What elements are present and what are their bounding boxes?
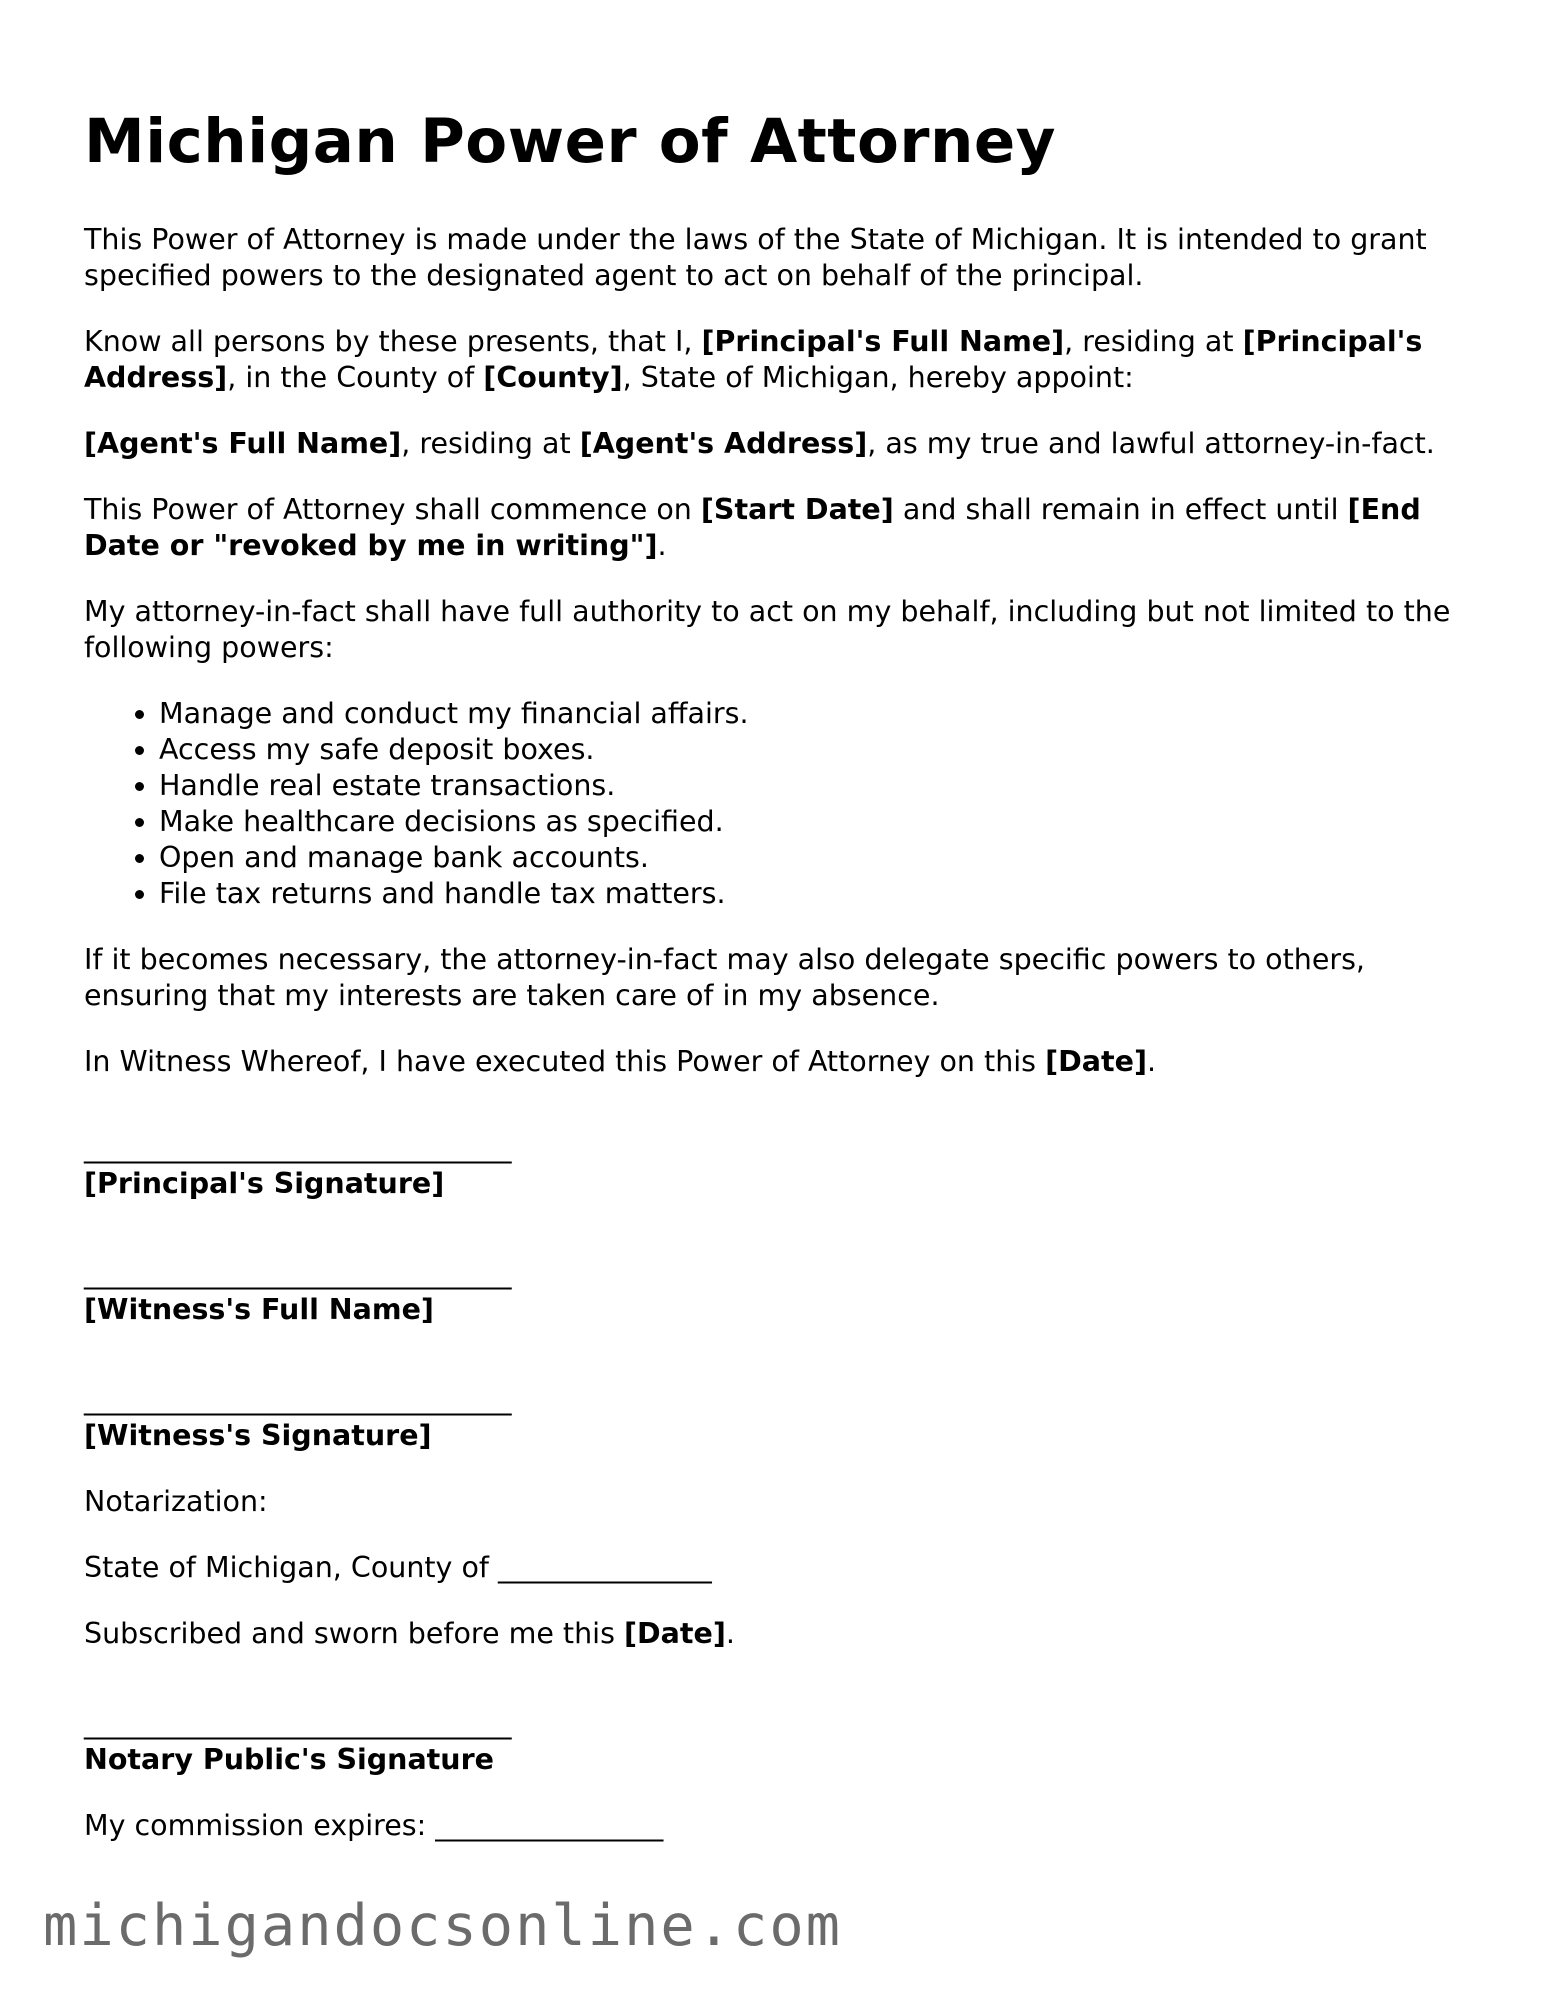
list-item: • Handle real estate transactions. [159,768,1464,804]
agent-text-2: , as my true and lawful attorney-in-fact. [867,427,1435,460]
agent-name-placeholder: [Agent's Full Name] [84,427,402,460]
witness-name-label: [Witness's Full Name] [84,1293,434,1326]
witness-clause-text-2: . [1147,1045,1157,1078]
notary-signature-label: Notary Public's Signature [84,1743,494,1776]
witness-signature-block [84,1382,1464,1454]
powers-list [84,696,1464,912]
list-item: • File tax returns and handle tax matters. [159,876,1464,912]
agent-address-placeholder: [Agent's Address] [579,427,868,460]
notary-state-county: State of Michigan, County of _______________ [84,1551,712,1584]
notary-sworn-statement [84,1616,1464,1652]
document-title: Michigan Power of Attorney [84,106,1057,177]
execution-date-placeholder: [Date] [1045,1045,1147,1078]
list-item: • Manage and conduct my financial affairs. [159,696,1464,732]
agent-text-1: , residing at [401,427,580,460]
notary-signature-block [84,1706,1464,1778]
term-text-1: This Power of Attorney shall commence on [84,493,701,526]
start-date-placeholder: [Start Date] [700,493,894,526]
delegate-paragraph: If it becomes necessary, the attorney-in-fact may also delegate specific powers to others, ensuring that my interests are taken care of in my absence. [84,943,1365,1012]
principal-signature-label: [Principal's Signature] [84,1167,445,1200]
appoint-text-4: , State of Michigan, hereby appoint: [622,361,1134,394]
term-text-2: and shall remain in effect until [893,493,1348,526]
site-watermark: michigandocsonline.com [43,1893,842,1959]
authority-paragraph: My attorney-in-fact shall have full authority to act on my behalf, including but not limited to the following powers: [84,595,1451,664]
list-item: • Make healthcare decisions as specified. [159,804,1464,840]
county-placeholder: [County] [483,361,623,394]
witness-signature-line[interactable]: ______________________________ [84,1383,512,1416]
appoint-text-1: Know all persons by these presents, that I, [84,325,702,358]
principal-signature-line[interactable]: ______________________________ [84,1131,512,1164]
sworn-date-placeholder: [Date] [623,1617,726,1650]
list-item: • Open and manage bank accounts. [159,840,1464,876]
appointment-paragraph [84,324,1464,396]
term-paragraph [84,492,1464,564]
commission-expires: My commission expires: ________________ [84,1809,664,1842]
notary-signature-line[interactable]: ______________________________ [84,1707,512,1740]
witness-name-block [84,1256,1464,1328]
appoint-text-3: , in the County of [227,361,484,394]
agent-paragraph [84,426,1464,462]
sworn-text-1: Subscribed and sworn before me this [84,1617,624,1650]
sworn-text-2: . [725,1617,735,1650]
principal-name-placeholder: [Principal's Full Name] [701,325,1065,358]
document-body [84,222,1464,1874]
witness-name-line[interactable]: ______________________________ [84,1257,512,1290]
witness-clause-text-1: In Witness Whereof, I have executed this Power of Attorney on this [84,1045,1046,1078]
principal-address-placeholder: [Principal's Address] [84,325,1423,394]
notarization-heading: Notarization: [84,1485,268,1518]
intro-paragraph: This Power of Attorney is made under the laws of the State of Michigan. It is intended to grant specified powers to the designated agent to act on behalf of the principal. [84,223,1427,292]
witness-clause [84,1044,1464,1080]
end-date-placeholder: [End Date or "revoked by me in writing"] [84,493,1421,562]
list-item: • Access my safe deposit boxes. [159,732,1464,768]
appoint-text-2: , residing at [1064,325,1243,358]
witness-signature-label: [Witness's Signature] [84,1419,432,1452]
principal-signature-block [84,1130,1464,1202]
term-text-3: . [657,529,667,562]
